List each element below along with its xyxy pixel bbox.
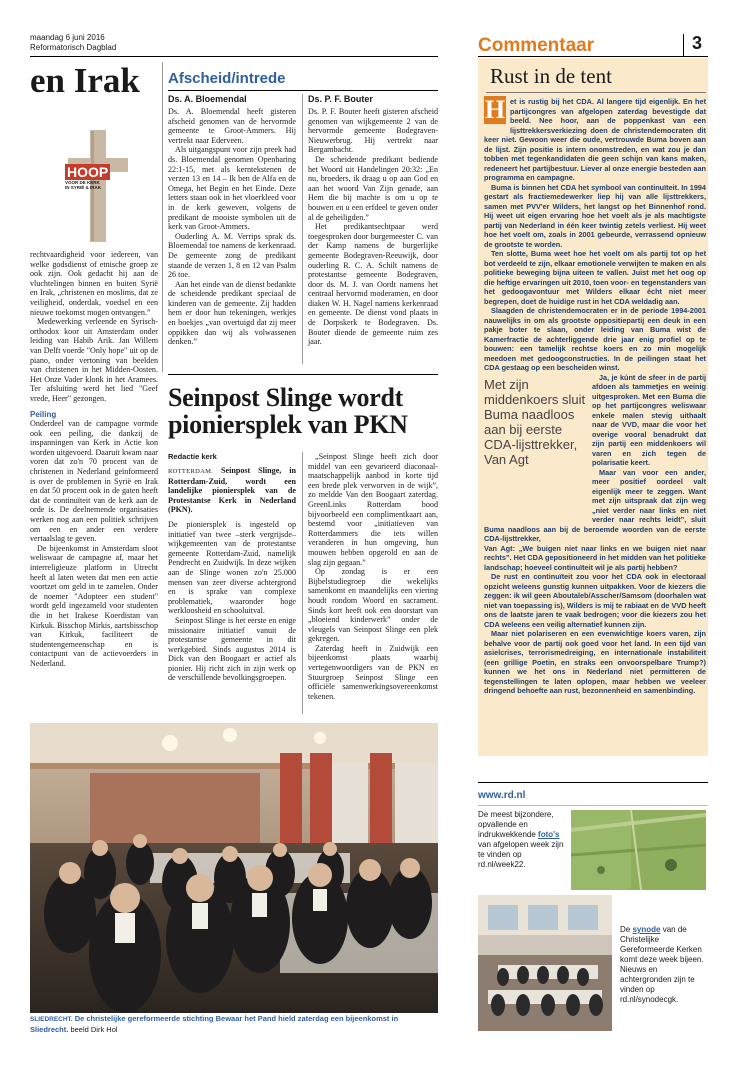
paragraph: Ds. A. Bloemendal heeft gisteren afscheid genomen van de hervormde gemeente te Groot-Ammers. Hij vertrekt naar Ederveen.	[168, 107, 296, 145]
lead-text: Seinpost Slinge, in Rotterdam-Zuid, wordt een landelijke pioniersplek van de Protestantse Kerk in Nederland (PKN).	[168, 466, 296, 515]
paragraph: Seinpost Slinge is het eerste en enige missionaire initiatief vanuit de protestantse gemeente in dit werkgebied. Sinds augustus 2014 is Dick van den Boogaart er actief als pionier. Hij richt zich in zijn werk op de verschillende bevolkingsgroepen.	[168, 615, 296, 683]
paragraph: Het predikantsechtpaar werd toegesproken door burgemeester C. van der Kamp namens de burgerlijke gemeente Bodegraven-Reeuwijk, door ouderling R. C. A. Schilt namens de protestantse gemeente Bodegraven, door ds. M. J. van Oordt namens het centraal hervormd moderamen, en door diaken W. H. Nagel namens kerkenraad en gemeente. De dienst vond plaats in de Dorpskerk te Bodegraven. Ds. Bouter diende de gemeente ruim zes jaar.	[308, 222, 438, 347]
promo2-post: van de Christelijke Gereformeerde Kerken komt deze week bijeen. Nieuws en achtergronden zijn te vinden op rd.nl/synodecgk.	[620, 925, 704, 1004]
commentary-title: Rust in de tent	[490, 64, 612, 88]
paragraph: Medewerking verleende en Syrisch-orthodox koor uit Amsterdam onder leiding van Habib Arik. Jan Willem van Delft voerde "Only hope" uit op de piano, onder vertoning van beelden van christenen in het Midden-Oosten. Het Onze Vader klonk in het Aramees. Ter afsluiting werd het lied "Geef vrede, Heer" gezongen.	[30, 317, 158, 403]
seinpost-title-line1: Seinpost Slinge wordt	[168, 383, 403, 412]
commentary-body	[484, 97, 706, 696]
paragraph: Ouderling A. M. Verrips sprak ds. Bloemendal toe namens de kerkenraad. De gemeente zong de predikant staande de verzen 1, 8 en 12 van Psalm 26 toe.	[168, 231, 296, 280]
lead-place: ROTTERDAM.	[168, 468, 214, 475]
header-date: maandag 6 juni 2016	[30, 33, 105, 42]
paragraph: Onderdeel van de campagne vormde ook een peiling, die dankzij de inspanningen van Kerk in Actie kon worden uitgevoerd. Daaruit kwam naar voren dat zo'n 70 procent van de christenen in Nederland geïnformeerd is over de problemen in Syrië en Irak en dat 50 procent ook in de gaten heeft dat de continuïteit van de kerk aan de orde is. De deelnemende organisaties werken nog aan een politiek schrijven om een en ander een verdere vertaalslag te geven.	[30, 419, 158, 544]
page-number: 3	[692, 33, 703, 53]
paragraph: „Seinpost Slinge heeft zich door middel van een gevarieerd diaconaal-maatschappelijk aanbod in korte tijd een brede plek verworven in de wijk”, zo meldde Van den Boogaart zaterdag. GreenLinks Rotterdam bood bijvoorbeeld een complimentkaart aan, bestemd voor „initiatieven van Rotterdammers die iets willen veranderen in hun omgeving, hun mouwen hebben opgerold en aan de slag zijn gegaan.”	[308, 452, 438, 567]
caption-text: De christelijke gereformeerde stichting Bewaar het Pand hield zaterdag een bijeenkomst in Sliedrecht.	[30, 1014, 399, 1034]
paragraph: Aan het einde van de dienst bedankte de scheidende predikant speciaal de kinderen van de gemeente. Zij hadden hem er door hun tekeningen, werkjes en boekjes „van overtuigd dat zij meer oppikken dan wij als volwassenen denken.”	[168, 279, 296, 347]
section-title: Commentaar	[478, 35, 595, 56]
synod-photo[interactable]	[478, 895, 612, 1031]
promo1-post: van afgelopen week zijn te vinden op rd.nl/week22.	[478, 840, 564, 869]
hoop-poster	[62, 128, 132, 246]
seinpost-lead-para	[168, 466, 296, 515]
commentary-intro: et is rustig bij het CDA. Al langere tijd eigenlijk. En het partijcongres van afgelopen zaterdag bevestigde dat beeld. Nee hoor, aan de poppenkast van een lijsttrekkersverkiezing doen de christendemocraten dit keer niet. Gewoon weer die oude, vertrouwde Buma boven aan de lijst. Zijn positie is intern onomstreden, en wat zou je dan tobben met tegenkandidaten die geen schijn van kans maken, redeneert het partijbestuur. Liever al onze energie besteden aan programma en campagne.	[484, 97, 706, 182]
subhead-peiling: Peiling	[30, 409, 57, 419]
paragraph: De bijeenkomst in Amsterdam sloot weliswaar de campagne af, maar het interreligieuze platform in Utrecht heeft al laten weten dat men een actie voortzet om geld in te zamelen. Onder de noemer "Adopteer een student" wordt geld ingezameld voor studenten die in het Irakese Koerdistan van Kirkuk. Bisschop Mirkis, aartsbisschop van Kirkuk, faciliteert de studentengemeenschap en is contactpunt van de actievoerders in Nederland.	[30, 543, 158, 668]
farewell-section-title: Afscheid/intrede	[168, 70, 286, 87]
paragraph: Slaagden de christendemocraten er in de periode 1994-2001 nauwelijks in om als grootste oppositiepartij een deuk in een pakje boter te slaan, onder leiding van Buma wist de Kamerfractie de achterliggende drie jaar enig profiel op te bouwen: een tamelijk rechtse koers en zo min mogelijk meedoen met gedoogconstructies. In de peilingen staat het CDA gestaag op een bescheiden winst.	[484, 306, 706, 372]
rdnl-label: www.rd.nl	[478, 790, 526, 801]
poster-line2: IN SYRIË & IRAK	[65, 185, 102, 190]
paragraph: De scheidende predikant bediende het Woord uit Handelingen 20:32: „En nu, broeders, ik draag u op aan God en aan het woord Van Zijn genade, aan Hem die bij machte is om u op te bouwen en u een erfdeel te geven onder al de geheiligden.”	[308, 154, 438, 222]
paragraph: Maar niet polariseren en een evenwichtige koers varen, zijn behalve voor de partij ook goed voor het land. In een tijd van asielcrises, terrorismedreiging, en internationale instabiliteit (een grillige Poetin, en straks een onvoorspelbare Trump?) kunnen we het ons in Nederland niet permitteren de tegenstellingen te laten oplopen, maar hebben we veeleer dringend behoefte aan rust, bezonnenheid en samenbinding.	[484, 629, 706, 695]
left-article-body	[30, 250, 158, 669]
poster-line1: VOOR DE KERK	[65, 180, 100, 185]
paragraph: Op zondag is er een Bijbelstudiegroep die wekelijks samenkomt en maandelijks een viering houdt rondom Woord en sacrament. Sinds kort heeft ook een doorstart van „bloeiend kinderwerk” onder de vleugels van Seinpost Slinge een plek gekregen.	[308, 567, 438, 644]
rdnl-promo-photos[interactable]	[478, 810, 564, 870]
promo1-pre: De meest bijzondere, opvallende en indrukwekkende	[478, 810, 554, 839]
seinpost-col1	[168, 466, 296, 683]
paragraph: rechtvaardigheid voor iedereen, van welke godsdienst of etnische groep ze ook zijn. Ook gedacht hij aan de vluchtelingen binnen en buiten Syrië en Irak, „christenen en moslims, dat ze veiligheid, onderdak, voedsel en een nieuwe toekomst mogen ontvangen.”	[30, 250, 158, 317]
seinpost-title	[168, 384, 408, 438]
paragraph: Maar van voor een ander, meer positief oordeel valt eigenlijk meer te zeggen. Want met zijn uitspraak dat zijn weg „niet verder naar links en niet verder naar rechts leidt”, sluit Buma naadloos aan bij de beroemde woorden van de eerste CDA-lijsttrekker,	[484, 467, 706, 543]
seinpost-byline: Redactie kerk	[168, 452, 217, 461]
promo2-pre: De	[620, 925, 633, 934]
commentary-dropcap: H	[484, 95, 506, 124]
farewell-heading-1: Ds. A. Bloemendal	[168, 94, 247, 104]
paragraph: Van Agt: „We buigen niet naar links en we buigen niet naar rechts”. Het CDA gepositioneerd in het midden van het politieke landschap; hoeveel continuïteit wil je als partij hebben?	[484, 543, 706, 572]
promo1-link[interactable]: foto's	[538, 830, 560, 839]
header-paper: Reformatorisch Dagblad	[30, 43, 117, 52]
seinpost-title-line2: pioniersplek van PKN	[168, 410, 408, 439]
rdnl-promo-synode[interactable]	[620, 925, 710, 1005]
farewell-col2	[308, 107, 438, 347]
farewell-heading-2: Ds. P. F. Bouter	[308, 94, 373, 104]
aerial-field-photo[interactable]	[571, 810, 706, 890]
meeting-photo	[30, 723, 438, 1013]
paragraph: Als uitgangspunt voor zijn preek had ds. Bloemendal genomen Openbaring 22:1-15, met als kerntekstenen de verzen 13 en 14 – Ik ben de Alfa en de Omega, het Begin en het Einde. Deze letters staan ook in het vloerkleed voor in de kerk geweven, volgens de predikant de mooiste symbolen uit de kerk van Groot-Ammers.	[168, 145, 296, 232]
paragraph: Ten slotte, Buma weet hoe het voelt om als partij tot op het bot verdeeld te zijn, elkaar emotionele verwijten te maken en als politieke beweging bijna uiteen te vallen. Juist met het oog op die heftige ervaringen uit 2010, toen voor- en tegenstanders van het gedoogavontuur met Wilders elkaar écht niet meer begrepen, doet de huidige rust in het CDA weldadig aan.	[484, 249, 706, 306]
farewell-col1	[168, 107, 296, 347]
paragraph: Ds. P. F. Bouter heeft gisteren afscheid genomen van wijkgemeente 2 van de hervormde gemeente Bodegraven-Nieuwerbrug. Hij vertrekt naar Bergambacht.	[308, 107, 438, 155]
paragraph: Zaterdag heeft in Zuidwijk een bijeenkomst plaats waarbij vertegenwoordigers van de PKN en Stuurgroep Seinpost Slinge een officiële samenwerkingsovereenkomst tekenen.	[308, 643, 438, 701]
promo2-link[interactable]: synode	[632, 925, 661, 934]
paragraph: Ja, je kúnt de sfeer in de partij afdoen als tammetjes en weinig uitgesproken. Met een Buma die op het partijcongres weliswaar enkele malen stevig uithaalt naar de VVD, maar die voor het overige vooral benadrukt dat zijn partij een middenkoers wil varen en zich tegen de polarisatie keert.	[592, 372, 706, 467]
photo-caption	[30, 1014, 438, 1034]
caption-place: SLIEDRECHT.	[30, 1016, 73, 1023]
poster-word: HOOP	[67, 164, 109, 180]
caption-credit: beeld Dirk Hol	[70, 1024, 118, 1034]
paragraph: Buma is binnen het CDA het symbool van continuïteit. In 1994 gestart als fractiemedewerker liep hij van alle lijsttrekkers, samen met PVV'er Wilders, het langst op het Binnenhof rond. Hij weet uit eigen ervaring hoe het voelt als je als machtigste partij van Nederland in één keer twintig zetels verliest. Hij weet hoe het voelt om, zoals in 2001 gebeurde, verrassend opnieuw de grootste te worden.	[484, 182, 706, 249]
commentary-pullquote: Met zijn middenkoers sluit Buma naadloos aan bij eerste CDA-lijsttrekker, Van Agt	[484, 376, 586, 467]
paragraph: De pioniersplek is ingesteld op initiatief van twee –sterk vergrijsde– wijkgemeenten van de protestantse gemeente Rotterdam-Zuid, namelijk Pendrecht en Zuidwijk. In deze wijken aan de Slinge wonen zo'n 25.000 mensen van zeer diverse achtergrond en is sprake van complexe problematiek, waaronder hoge werkloosheid en schooluitval.	[168, 519, 296, 616]
left-article-title: en Irak	[30, 61, 140, 100]
pullquote-wrap	[484, 373, 592, 523]
paragraph: De rust en continuïteit zou voor het CDA ook in electoraal opzicht weleens gunstig kunnen uitpakken. Voor de kiezers die zeggen: ik wil geen Aboutaleb/Asscher/Samsom (doorhalen wat niet van toepassing is), Wilders is mij te rabiaat en de VVD heeft ons de laatste jaren te vaak bedrogen; voor die kiezers zou het CDA weleens een veilig alternatief kunnen zijn.	[484, 572, 706, 629]
seinpost-col2	[308, 452, 438, 701]
